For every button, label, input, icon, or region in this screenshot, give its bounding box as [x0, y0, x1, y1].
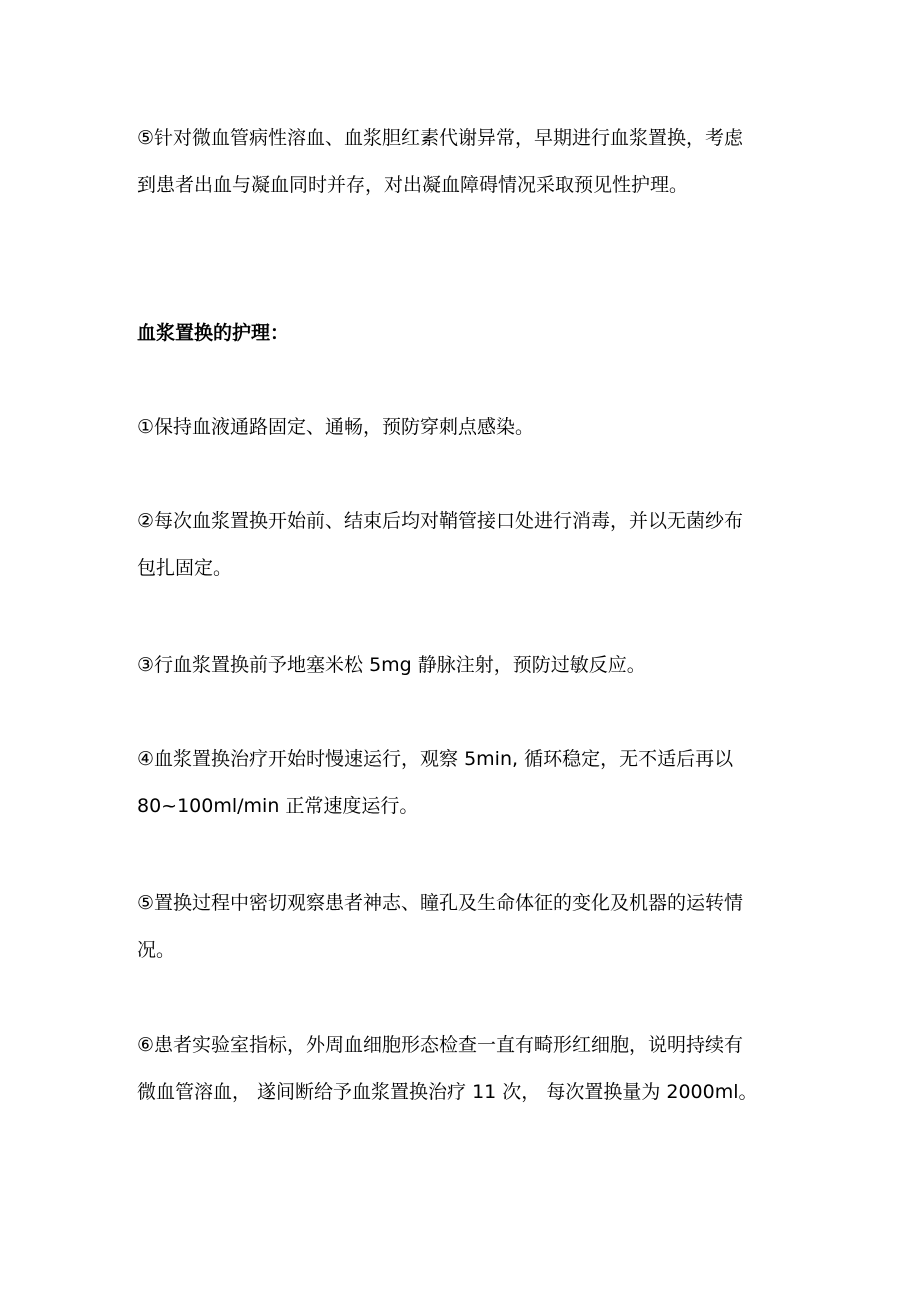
text-line: 80~100ml/min 正常速度运行。: [137, 795, 419, 817]
text-line: ②每次血浆置换开始前、结束后均对鞘管接口处进行消毒，并以无菌纱布: [137, 510, 744, 532]
list-item-3: [137, 642, 787, 689]
text-line: 微血管溶血， 遂间断给予血浆置换治疗 11 次， 每次置换量为 2000ml。: [137, 1081, 758, 1103]
text-line: ⑥患者实验室指标，外周血细胞形态检查一直有畸形红细胞，说明持续有: [137, 1034, 744, 1056]
text-line: ⑤针对微血管病性溶血、血浆胆红素代谢异常，早期进行血浆置换，考虑: [137, 127, 744, 149]
list-item-6: [137, 1022, 787, 1116]
paragraph-microvascular-hemolysis: [137, 115, 787, 209]
list-item-1: [137, 404, 787, 451]
list-item-5: [137, 880, 787, 974]
text-line: 到患者出血与凝血同时并存，对出凝血障碍情况采取预见性护理。: [137, 174, 689, 196]
text-line: ①保持血液通路固定、通畅，预防穿刺点感染。: [137, 416, 535, 438]
section-heading: [137, 310, 787, 357]
heading-text: 血浆置换的护理：: [137, 322, 290, 344]
text-line: 包扎固定。: [137, 557, 233, 579]
list-item-4: [137, 736, 787, 830]
text-line: ④血浆置换治疗开始时慢速运行，观察 5min, 循环稳定，无不适后再以: [137, 748, 734, 770]
list-item-2: [137, 498, 787, 592]
text-line: ③行血浆置换前予地塞米松 5mg 静脉注射，预防过敏反应。: [137, 654, 646, 676]
text-line: ⑤置换过程中密切观察患者神志、瞳孔及生命体征的变化及机器的运转情: [137, 892, 744, 914]
text-line: 况。: [137, 939, 176, 961]
